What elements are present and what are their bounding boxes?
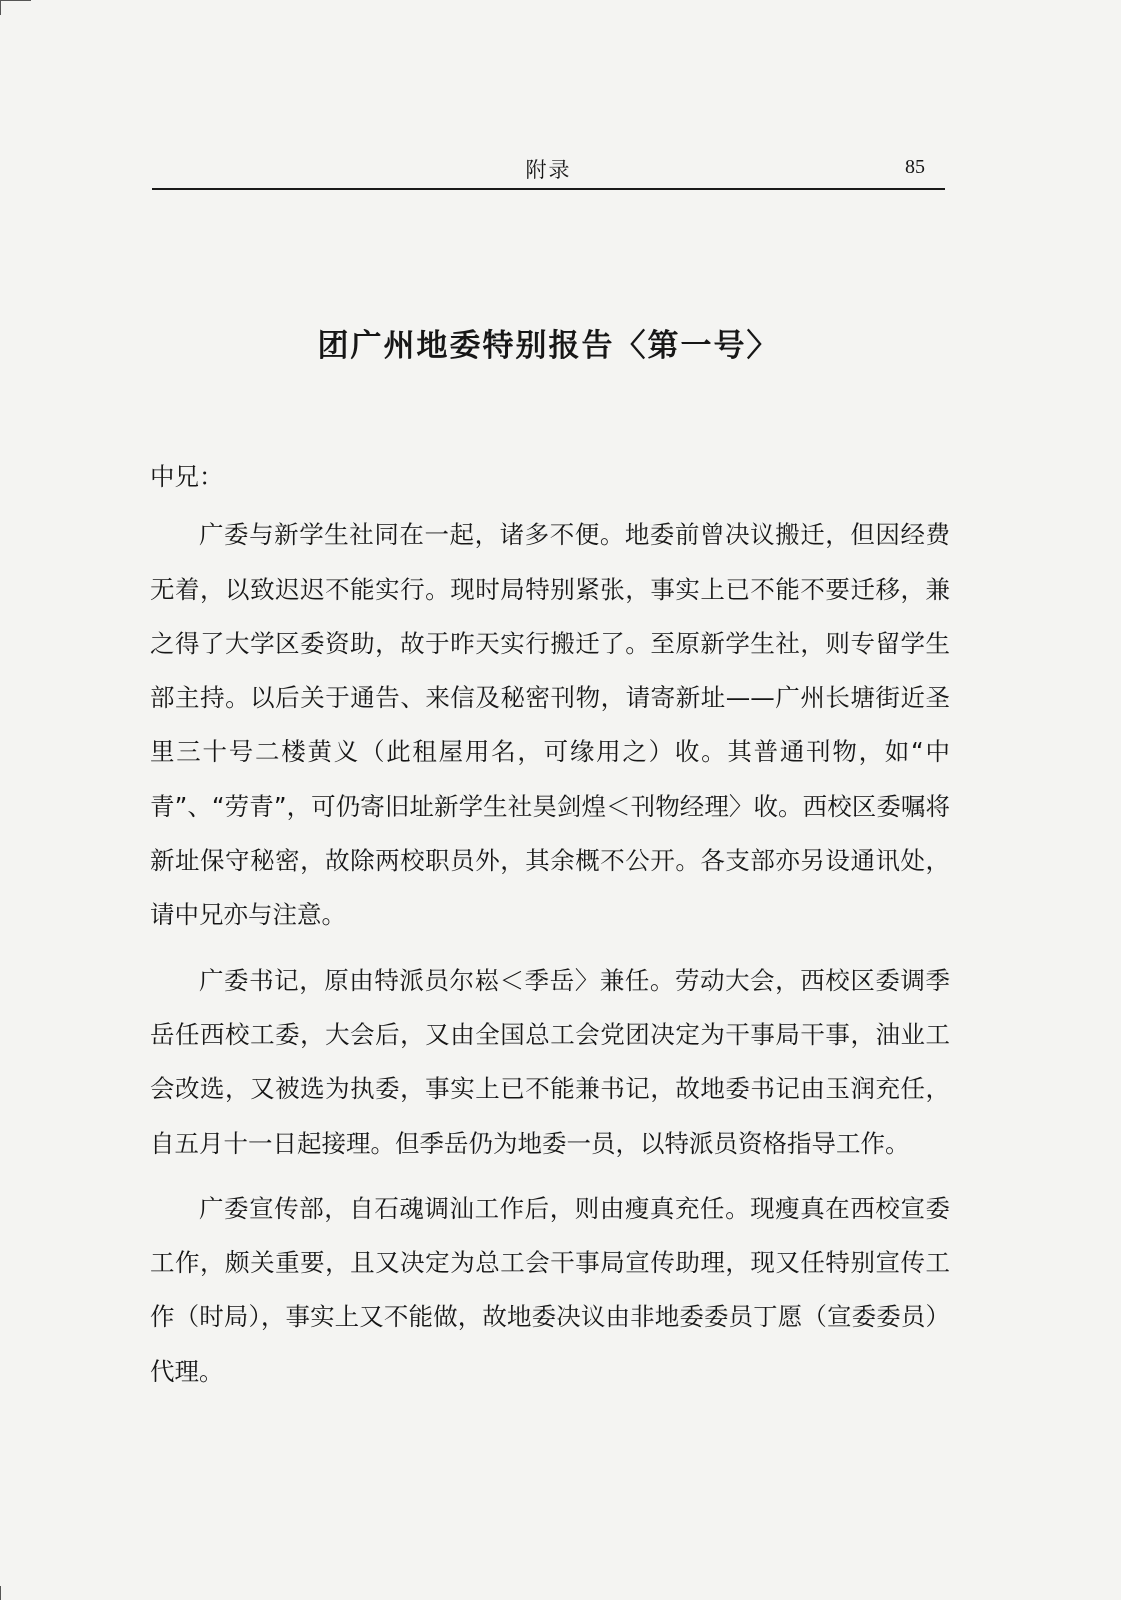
- header-section-title: 附录: [525, 158, 572, 182]
- paragraph: 广委宣传部，自石魂调汕工作后，则由瘦真充任。现瘦真在西校宣委工作，颇关重要，且又决定为总工会干事局宣传助理，现又任特别宣传工作（时局），事实上又不能做，故地委决议由非地委委员丁愿（宣委委员）代理。: [150, 1193, 950, 1386]
- salutation: 中兄：: [150, 462, 224, 491]
- document-title: 团广州地委特别报告〈第一号〉: [317, 328, 780, 364]
- scan-edge-mark: [0, 1586, 31, 1600]
- scan-edge-mark: [0, 0, 31, 15]
- paragraph: 广委与新学生社同在一起，诸多不便。地委前曾决议搬迁，但因经费无着，以致迟迟不能实行。现时局特别紧张，事实上已不能不要迁移，兼之得了大学区委资助，故于昨天实行搬迁了。至原新学生社，则专留学生部主持。以后关于通告、来信及秘密刊物，请寄新址——广州长塘街近圣里三十号二楼黄义（此租屋用名，可缘用之）收。其普通刊物，如“中青”、“劳青”，可仍寄旧址新学生社昊剑煌＜刊物经理〉收。西校区委嘱将新址保守秘密，故除两校职员外，其余概不公开。各支部亦另设通讯处，请中兄亦与注意。: [150, 520, 950, 930]
- document-body: [150, 450, 950, 1410]
- page-number: 85: [905, 156, 925, 178]
- running-header: [152, 148, 945, 190]
- paragraph: 广委书记，原由特派员尔崧＜季岳〉兼任。劳动大会，西校区委调季岳任西校工委，大会后，又由全国总工会党团决定为干事局干事，油业工会改选，又被选为执委，事实上已不能兼书记，故地委书记由玉润充任，自五月十一日起接理。但季岳仍为地委一员，以特派员资格指导工作。: [150, 965, 950, 1158]
